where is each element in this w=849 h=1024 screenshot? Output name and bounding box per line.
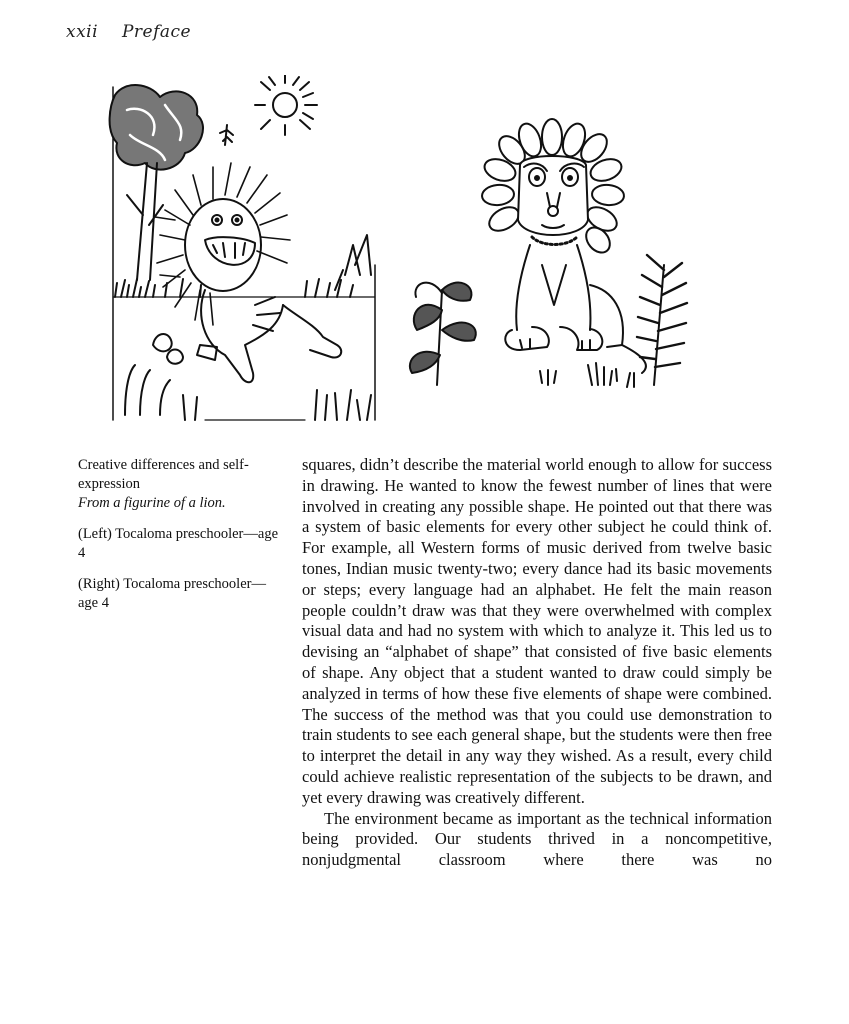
body-text <box>302 455 772 871</box>
caption-right-credit: (Right) Tocaloma preschooler—age 4 <box>78 576 266 611</box>
figure-caption <box>78 456 278 625</box>
caption-left-credit: (Left) Tocaloma preschooler—age 4 <box>78 526 279 561</box>
left-lion-drawing <box>105 75 380 423</box>
right-lion-drawing <box>402 115 702 400</box>
page-number: xxii <box>66 22 99 42</box>
body-paragraph-1: squares, didn’t describe the material world enough to allow for success in drawing. He wanted to know the fewest number of lines that were involved in creating any possible shape. He pointed out that there was a system of basic elements for every other subject he could think of. For example, all Western forms of music derived from twelve basic tones, Indian music twenty-two; every dance had its basic movements or steps; every language had an alphabet. He felt the main reason people couldn’t draw was that they were overwhelmed with complex visual data and had no system with which to analyze it. This led us to devising an “alphabet of shape” that consisted of five basic elements of shape. Any object that a student wanted to draw could simply be analyzed in terms of how these five elements of shape were combined. The success of the method was that you could use demonstration to train students to see each general shape, but the students were then free to interpret the detail in any way they wished. As a result, every child could achieve realistic representation of the subjects to be drawn, and yet every drawing was creatively different. <box>302 455 772 807</box>
running-head <box>66 22 191 42</box>
caption-source: From a figurine of a lion. <box>78 495 226 511</box>
running-head-title: Preface <box>121 22 192 42</box>
caption-title: Creative differences and self-expression <box>78 457 249 492</box>
body-paragraph-2: The environment became as important as the technical information being provided. Our students thrived in a noncompetitive, nonjudgmental classroom where there was no <box>302 808 772 870</box>
